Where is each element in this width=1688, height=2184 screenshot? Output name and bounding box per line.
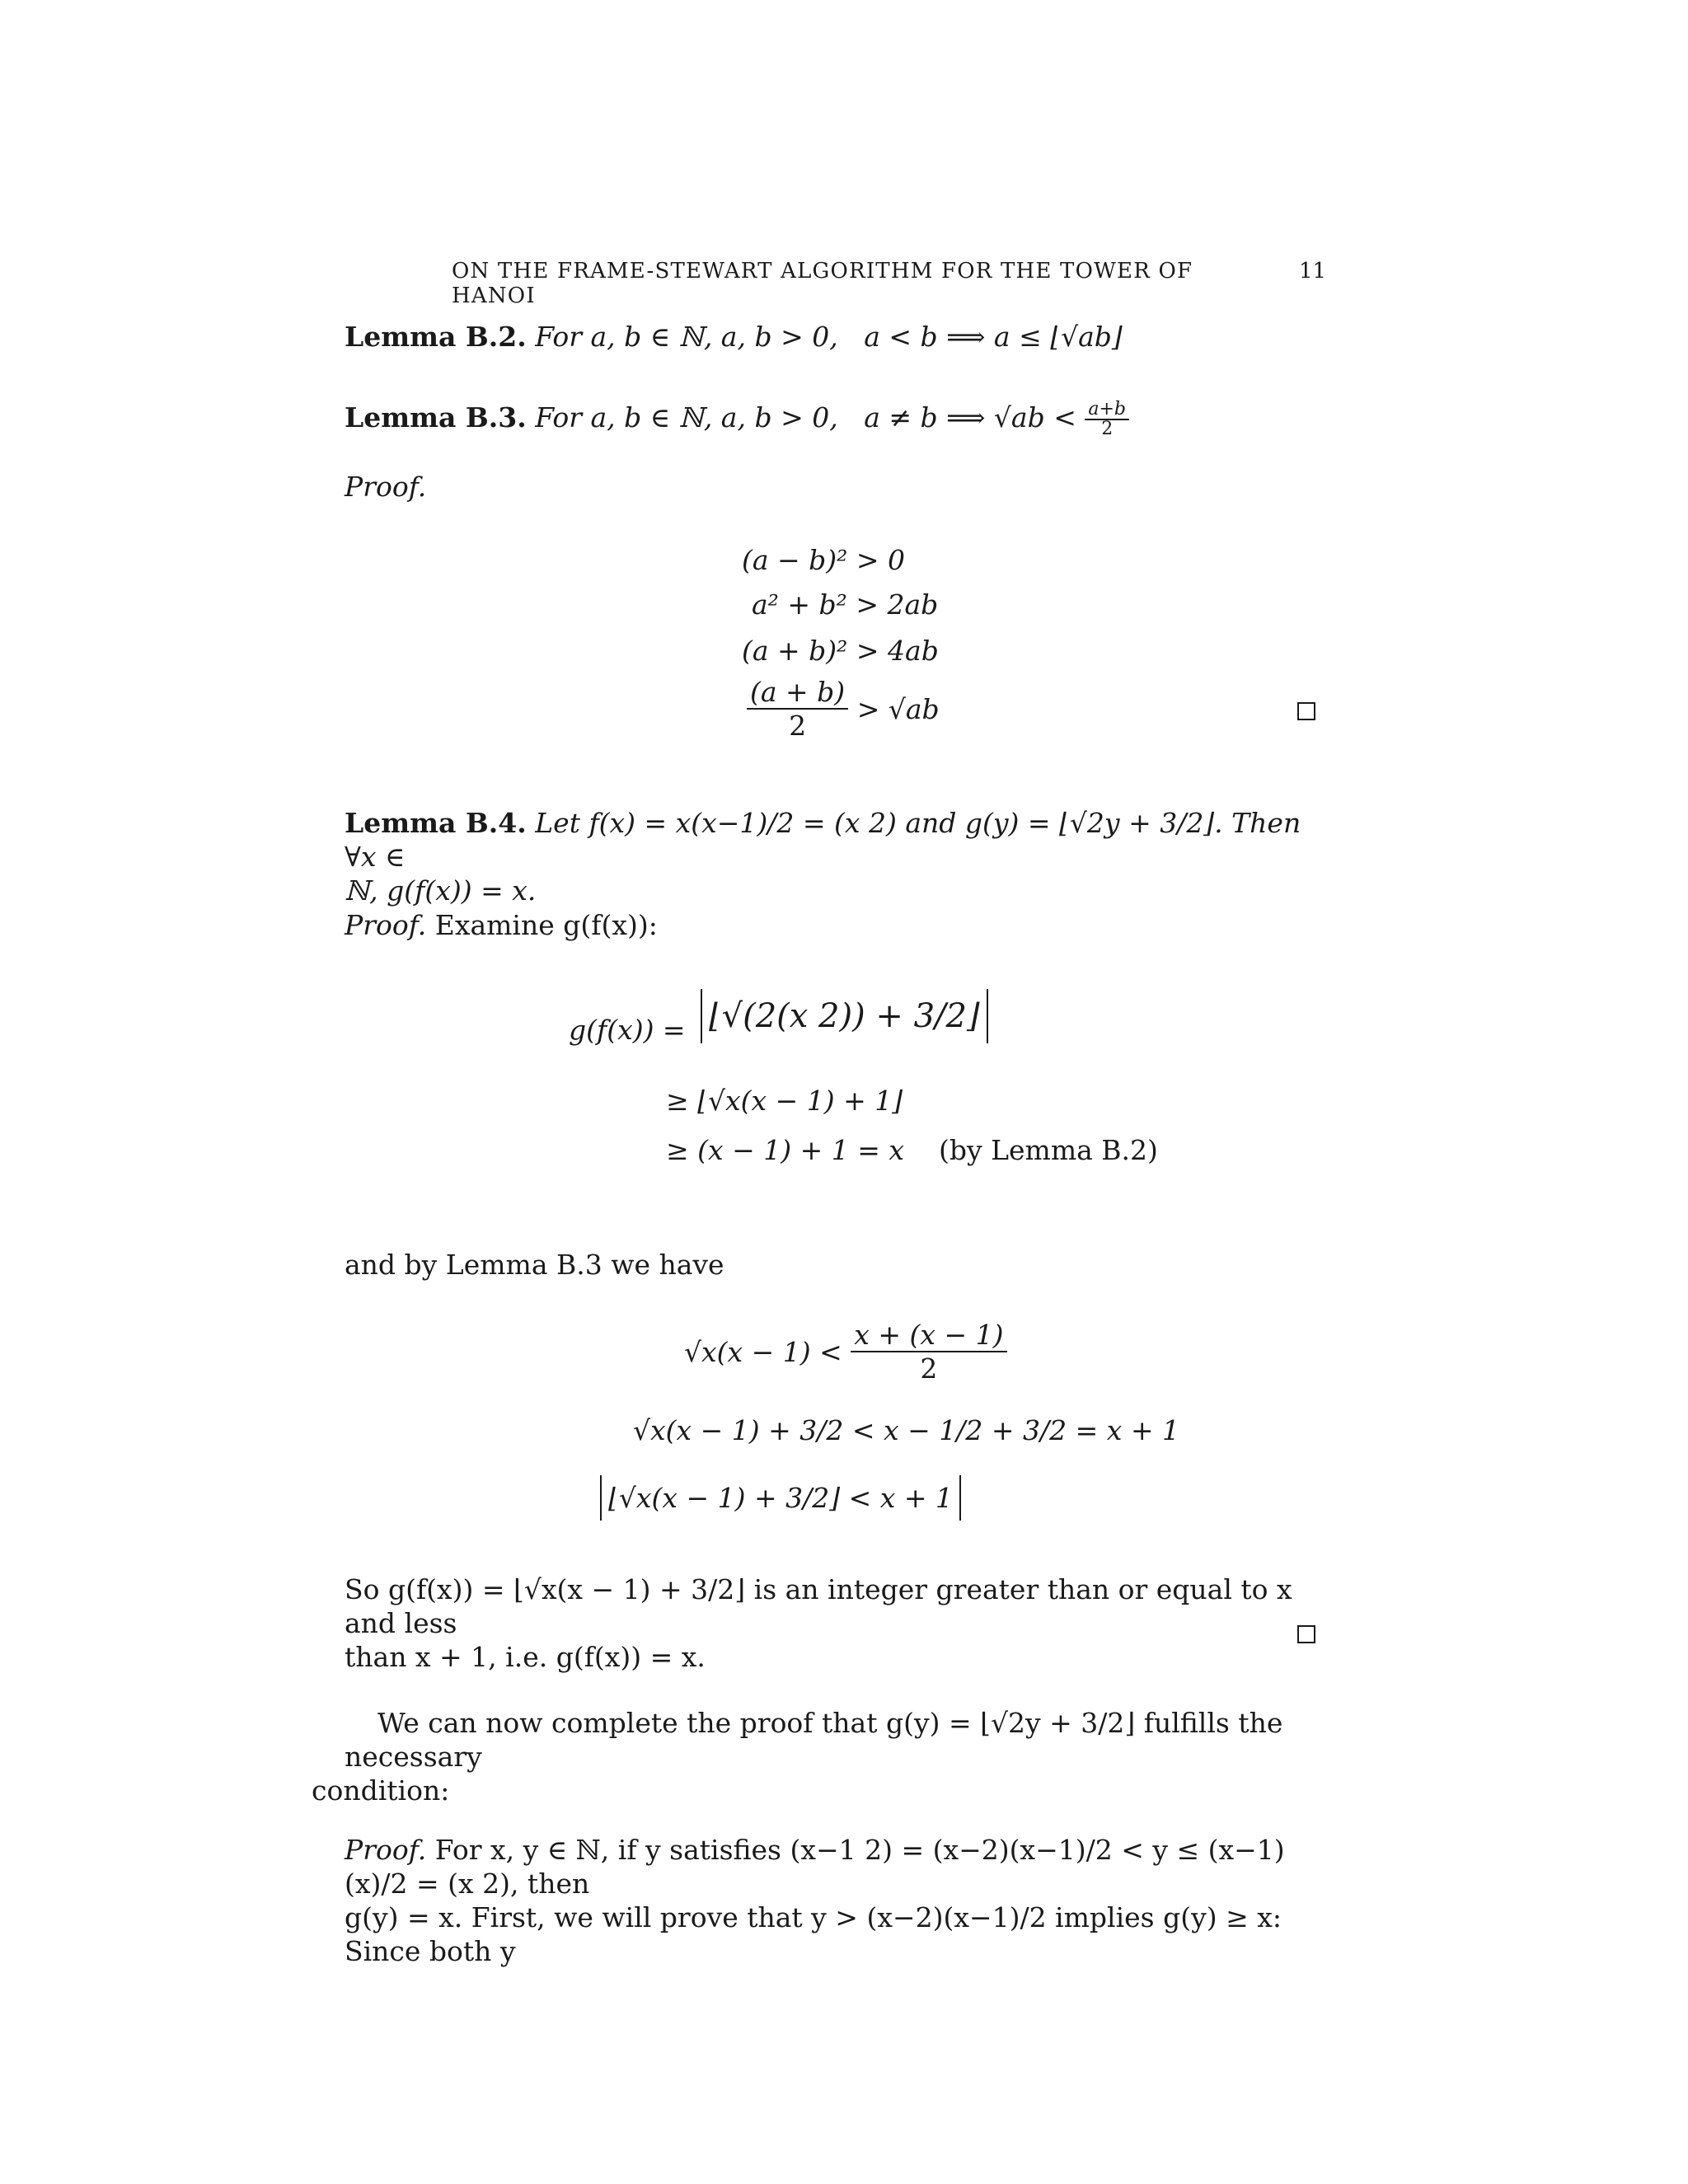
lemma-b2-statement: For a, b ∈ ℕ, a, b > 0, [535,321,838,353]
applied-frac-num: x + (x − 1) [851,1319,1006,1352]
final-proof-line-1: For x, y ∈ ℕ, if y satisfies (x−1 2) = (x−2)(x−1)/2 < y ≤ (x−1)(x)/2 = (x 2), then [345,1834,1285,1900]
proof-b3-fraction [747,676,848,742]
lemma-b3-frac-num: a+b [1085,401,1129,420]
proof-b4-line-1-rhs-text: ⌊√(2(x 2)) + 3/2⌋ [709,997,980,1035]
proof-b4-intro-text: Examine g(f(x)): [434,909,658,941]
floor-bracket [600,1475,961,1521]
proof-b4-line-3-math: ≥ (x − 1) + 1 = x [666,1134,904,1166]
applied-line-1-lhs: √x(x − 1) < [684,1335,842,1368]
proof-b3-line-2: a² + b² > 2ab [752,588,939,621]
final-proof [345,1833,1322,1968]
proof-b4-line-1-rhs [701,989,988,1043]
proof-b3-line-4 [747,676,940,742]
proof-b4-label: Proof. [345,909,427,941]
proof-b3-label: Proof. [345,471,427,503]
lemma-b2 [345,320,1322,354]
lemma-b4-line-1: Let f(x) = x(x−1)/2 = (x 2) and g(y) = ⌊√2y + 3/2⌋. Then ∀x ∈ [345,807,1301,873]
applied-line-1 [684,1319,1007,1385]
lemma-b4 [345,806,1322,907]
lemma-b3-fraction [1085,401,1129,438]
proof-b3-line-3: (a + b)² > 4ab [742,635,939,667]
floor-bracket [701,989,988,1043]
lemma-b3 [345,401,1322,438]
completion [312,1706,1322,1807]
proof-b4-line-2: ≥ ⌊√x(x − 1) + 1⌋ [666,1085,903,1117]
page-number: 11 [1299,259,1327,284]
proof-b4-line-3 [666,1134,1158,1166]
applied-line-3-text: ⌊√x(x − 1) + 3/2⌋ < x + 1 [608,1482,953,1514]
final-proof-line-2: g(y) = x. First, we will prove that y > (x−2)(x−1)/2 implies g(y) ≥ x: Since both y [345,1901,1282,1967]
lemma-b4-label: Lemma B.4. [345,807,527,839]
proof-b3-line-1: (a − b)² > 0 [742,544,906,576]
lemma-b3-math: a ≠ b ⟹ √ab < [864,401,1076,434]
proof-b4-line-1-lhs: g(f(x)) = [569,1014,686,1046]
proof-b4-intro [345,908,1322,942]
qed-box-b3 [1297,702,1315,724]
lemma-b2-label: Lemma B.2. [345,321,527,353]
proof-b3-frac-num: (a + b) [747,676,848,710]
lemma-b3-label: Lemma B.3. [345,401,527,434]
running-header: ON THE FRAME-STEWART ALGORITHM FOR THE TOWER OF HANOI [452,259,1193,308]
completion-line-2: condition: [312,1774,450,1807]
applied-line-1-fraction [851,1319,1006,1385]
qed-icon [1297,1625,1315,1643]
lemma-b3-statement: For a, b ∈ ℕ, a, b > 0, [535,401,838,434]
proof-b3-rhs: > √ab [856,692,940,725]
conclusion-line-2: than x + 1, i.e. g(f(x)) = x. [345,1641,706,1673]
applied-line-3 [600,1475,961,1521]
lemma-b3-frac-den: 2 [1101,419,1114,439]
lemma-b2-math: a < b ⟹ a ≤ ⌊√ab⌋ [864,321,1123,353]
applied-line-2: √x(x − 1) + 3/2 < x − 1/2 + 3/2 = x + 1 [633,1414,1179,1446]
completion-line-1: We can now complete the proof that g(y) = ⌊√2y + 3/2⌋ fulfills the necessary [345,1707,1283,1773]
proof-b4-line-3-note: (by Lemma B.2) [938,1134,1158,1166]
qed-icon [1297,702,1315,720]
proof-b3-frac-den: 2 [789,710,807,742]
lemma-b3-applied-intro: and by Lemma B.3 we have [345,1249,724,1281]
final-proof-label: Proof. [345,1834,427,1866]
conclusion [345,1572,1322,1674]
lemma-b4-line-2: ℕ, g(f(x)) = x. [345,874,537,907]
applied-frac-den: 2 [920,1352,938,1385]
qed-box-b4 [1297,1625,1315,1647]
conclusion-line-1: So g(f(x)) = ⌊√x(x − 1) + 3/2⌋ is an integer greater than or equal to x and less [345,1573,1292,1639]
